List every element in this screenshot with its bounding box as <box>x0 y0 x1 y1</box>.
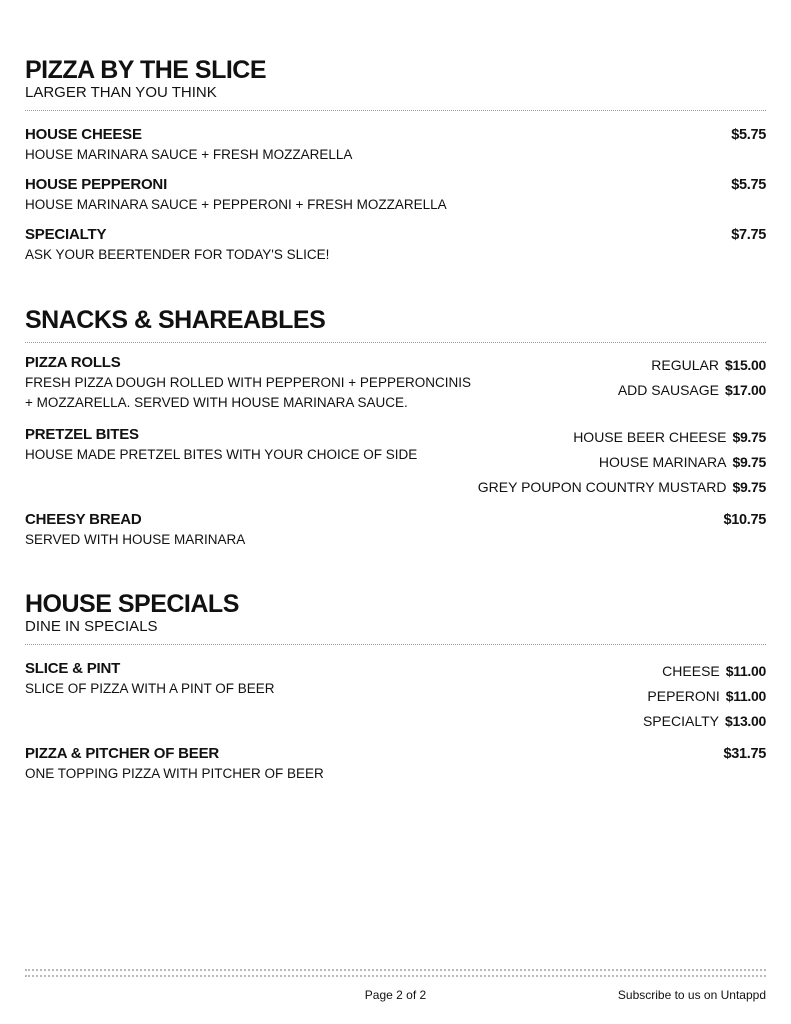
item-price: $5.75 <box>731 127 766 143</box>
menu-item-pizza-and-pitcher <box>25 744 766 784</box>
subscribe-link[interactable]: Subscribe to us on Untappd <box>617 988 766 1002</box>
price-option <box>478 425 766 450</box>
price-options <box>643 659 766 734</box>
price-option <box>618 378 766 403</box>
menu-item-specialty <box>25 225 766 265</box>
price-label: HOUSE MARINARA <box>598 454 727 470</box>
footer-divider <box>25 969 766 971</box>
section-subtitle: LARGER THAN YOU THINK <box>25 84 217 101</box>
item-description: HOUSE MARINARA SAUCE + FRESH MOZZARELLA <box>25 147 353 162</box>
item-name: PRETZEL BITES <box>25 426 139 443</box>
item-price: $31.75 <box>723 746 766 762</box>
item-price: $7.75 <box>731 227 766 243</box>
price-option <box>643 684 766 709</box>
item-name: HOUSE PEPPERONI <box>25 176 168 193</box>
item-price: $5.75 <box>731 177 766 193</box>
footer-divider <box>25 975 766 977</box>
price-amount: $9.75 <box>732 454 766 470</box>
item-description: HOUSE MADE PRETZEL BITES WITH YOUR CHOICE OF SIDE <box>25 447 418 462</box>
item-description: FRESH PIZZA DOUGH ROLLED WITH PEPPERONI + PEPPERONCINIS + MOZZARELLA. SERVED WITH HOUSE MARINARA SAUCE. <box>25 375 471 410</box>
price-label: ADD SAUSAGE <box>617 382 719 398</box>
section-house-specials <box>25 590 766 645</box>
section-snacks-shareables <box>25 306 766 343</box>
price-label: REGULAR <box>651 357 719 373</box>
page-number: Page 2 of 2 <box>364 988 427 1002</box>
section-subtitle: DINE IN SPECIALS <box>25 618 158 635</box>
menu-item-slice-and-pint <box>25 659 766 729</box>
item-description: SERVED WITH HOUSE MARINARA <box>25 532 246 547</box>
price-option <box>643 659 766 684</box>
price-options <box>478 425 766 500</box>
item-name: PIZZA & PITCHER OF BEER <box>25 745 220 762</box>
price-option <box>478 450 766 475</box>
menu-item-pretzel-bites <box>25 425 766 495</box>
item-name: SPECIALTY <box>25 226 107 243</box>
menu-page <box>25 0 766 1024</box>
item-description: ASK YOUR BEERTENDER FOR TODAY'S SLICE! <box>25 247 330 262</box>
item-description: HOUSE MARINARA SAUCE + PEPPERONI + FRESH MOZZARELLA <box>25 197 447 212</box>
price-options <box>618 353 766 403</box>
price-amount: $11.00 <box>725 688 766 704</box>
price-label: SPECIALTY <box>642 713 719 729</box>
price-option <box>478 475 766 500</box>
price-option <box>618 353 766 378</box>
item-name: HOUSE CHEESE <box>25 126 142 143</box>
item-name: PIZZA ROLLS <box>25 354 121 371</box>
menu-item-pizza-rolls <box>25 353 766 413</box>
divider <box>25 342 766 343</box>
price-amount: $11.00 <box>725 663 766 679</box>
divider <box>25 110 766 111</box>
menu-item-house-cheese <box>25 125 766 165</box>
section-title: HOUSE SPECIALS <box>25 590 239 618</box>
item-description: ONE TOPPING PIZZA WITH PITCHER OF BEER <box>25 766 324 781</box>
section-title: SNACKS & SHAREABLES <box>25 306 326 334</box>
price-label: CHEESE <box>662 663 720 679</box>
price-amount: $9.75 <box>732 429 766 445</box>
section-pizza-by-the-slice <box>25 56 766 111</box>
price-label: PEPERONI <box>647 688 720 704</box>
item-name: CHEESY BREAD <box>25 511 142 528</box>
item-price: $10.75 <box>723 512 766 528</box>
item-name: SLICE & PINT <box>25 660 121 677</box>
item-description: SLICE OF PIZZA WITH A PINT OF BEER <box>25 681 275 696</box>
price-amount: $17.00 <box>724 382 766 398</box>
menu-item-house-pepperoni <box>25 175 766 215</box>
price-amount: $9.75 <box>732 479 766 495</box>
section-title: PIZZA BY THE SLICE <box>25 56 267 84</box>
price-option <box>643 709 766 734</box>
price-amount: $13.00 <box>724 713 766 729</box>
price-label: GREY POUPON COUNTRY MUSTARD <box>477 479 727 495</box>
divider <box>25 644 766 645</box>
price-amount: $15.00 <box>724 357 766 373</box>
price-label: HOUSE BEER CHEESE <box>573 429 727 445</box>
menu-item-cheesy-bread <box>25 510 766 550</box>
